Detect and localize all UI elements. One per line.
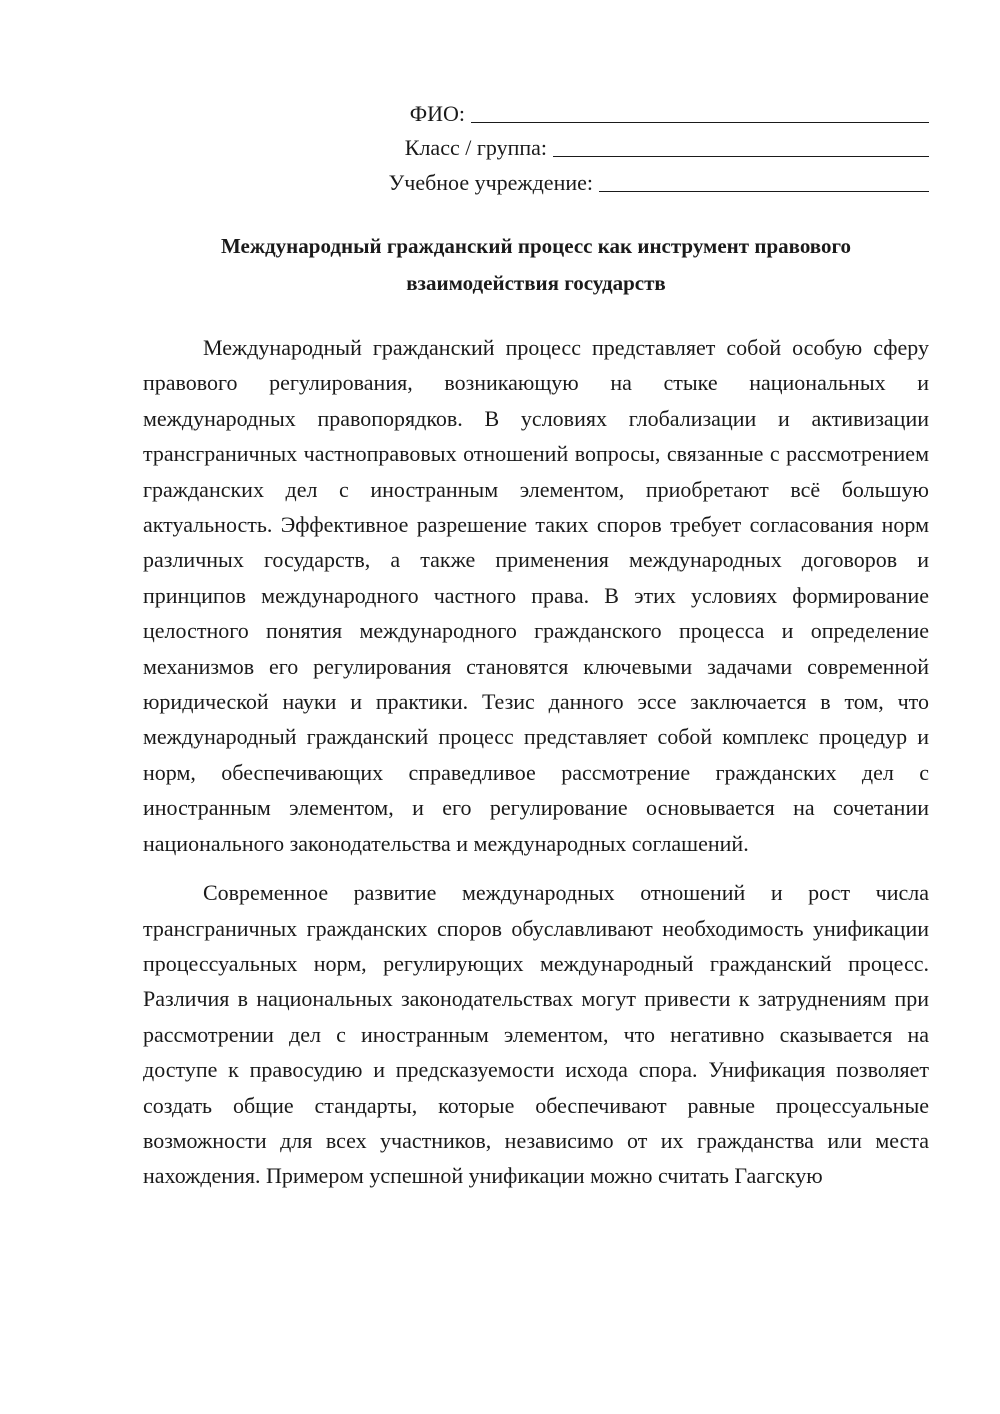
institution-blank-line: [599, 171, 929, 192]
fio-field-row: [0, 92, 929, 127]
student-info-block: [0, 92, 929, 196]
class-group-label: Класс / группа:: [404, 135, 547, 160]
institution-label: Учебное учреждение:: [388, 169, 593, 195]
class-group-blank-line: [553, 136, 929, 157]
fio-blank-line: [471, 102, 929, 123]
fio-label: ФИО:: [409, 100, 465, 126]
paragraph-1: Международный гражданский процесс представляет собой особую сферу правового регулирования, возникающую на стыке национальных и международных правопорядков. В условиях глобализации и активизации трансграничных частноправовых отношений вопросы, связанные с рассмотрением гражданских дел с иностранным элементом, приобретают всё большую актуальность. Эффективное разрешение таких споров требует согласования норм различных государств, а также применения международных договоров и принципов международного частного права. В этих условиях формирование целостного понятия международного гражданского процесса и определение механизмов его регулирования становятся ключевыми задачами современной юридической науки и практики. Тезис данного эссе заключается в том, что международный гражданский процесс представляет собой комплекс процедур и норм, обеспечивающих справедливое рассмотрение гражданских дел с иностранным элементом, и его регулирование основывается на сочетании национального законодательства и международных соглашений.: [143, 335, 929, 856]
essay-body: [143, 330, 929, 1208]
class-group-field-row: [0, 127, 929, 162]
essay-title: Международный гражданский процесс как инструмент правового взаимодействия государств: [220, 234, 852, 295]
paragraph-2: Современное развитие международных отношений и рост числа трансграничных гражданских споров обуславливают необходимость унификации процессуальных норм, регулирующих международный гражданский процесс. Различия в национальных законодательствах могут привести к затруднениям при рассмотрении дел с иностранным элементом, что негативно сказывается на доступе к правосудию и предсказуемости исхода спора. Унификация позволяет создать общие стандарты, которые обеспечивают равные процессуальные возможности для всех участников, независимо от их гражданства или места нахождения. Примером успешной унификации можно считать Гаагскую: [143, 880, 929, 1189]
institution-field-row: [0, 161, 929, 196]
